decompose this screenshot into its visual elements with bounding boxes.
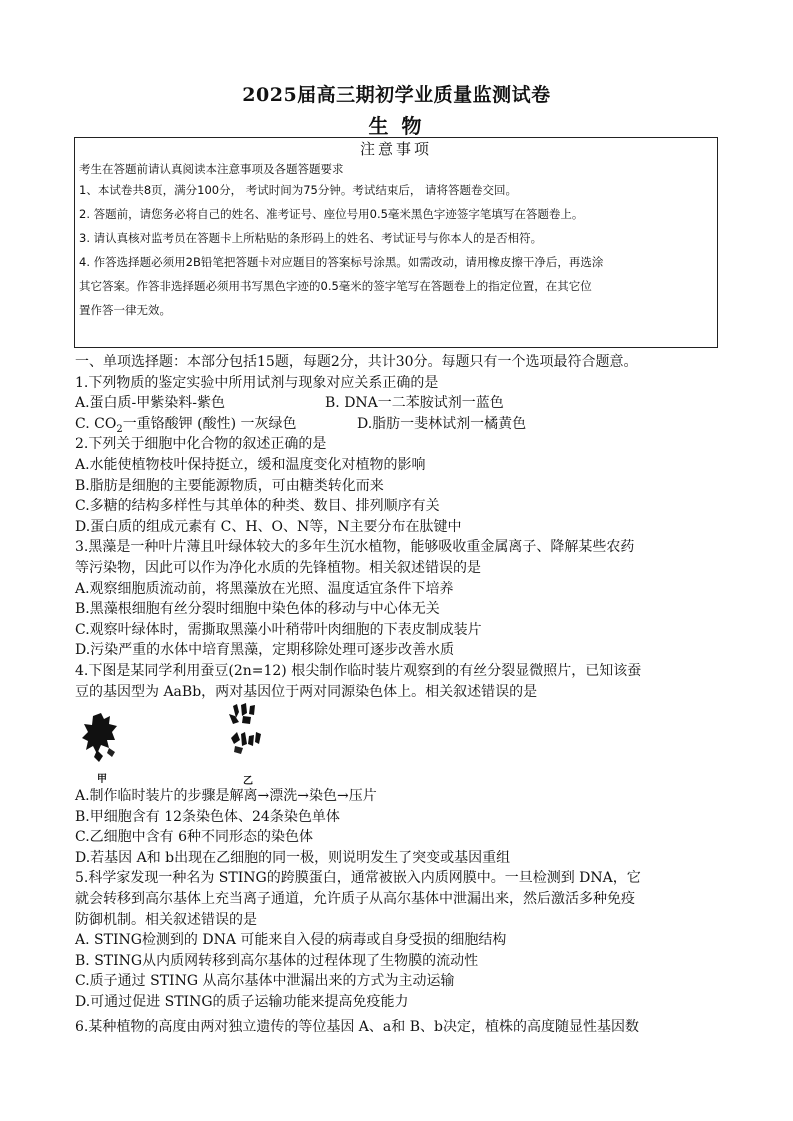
question-2-stem: 2.下列关于细胞中化合物的叙述正确的是 bbox=[75, 436, 327, 453]
question-4-stem: 4.下图是某同学利用蚕豆(2n=12) 根尖制作临时装片观察到的有丝分裂显微照片，已知该蚕 bbox=[75, 662, 642, 679]
option-d: D.脂肪一斐林试剂一橘黄色 bbox=[357, 415, 527, 432]
question-5-stem: 5.科学家发现一种名为 STING的跨膜蛋白，通常被嵌入内质网膜中。一旦检测到 DNA，它 bbox=[75, 870, 641, 887]
option-b: B.黑藻根细胞有丝分裂时细胞中染色体的移动与中心体无关 bbox=[75, 601, 440, 618]
question-1-options-row-1 bbox=[75, 393, 725, 414]
notice-box bbox=[74, 137, 718, 348]
option-c-text-rest: 一重铬酸钾 (酸性) 一灰绿色 bbox=[122, 415, 297, 432]
question-1-stem: 1.下列物质的鉴定实验中所用试剂与现象对应关系正确的是 bbox=[75, 374, 439, 391]
option-c-text: C. CO bbox=[75, 415, 117, 432]
option-c: C.乙细胞中含有 6种不同形态的染色体 bbox=[75, 829, 314, 846]
question-1-options-row-2 bbox=[75, 414, 725, 435]
exam-title: 2025届高三期初学业质量监测试卷 bbox=[242, 84, 551, 106]
option-d: D.污染严重的水体中培育黑藻，定期移除处理可逐步改善水质 bbox=[75, 642, 455, 659]
option-c: C.观察叶绿体时，需撕取黑藻小叶稍带叶肉细胞的下表皮制成装片 bbox=[75, 621, 482, 638]
option-a: A.观察细胞质流动前，将黑藻放在光照、温度适宜条件下培养 bbox=[75, 580, 454, 597]
cell-a-micrograph bbox=[79, 710, 125, 764]
question-3-stem: 3.黑藻是一种叶片薄且叶绿体较大的多年生沉水植物，能够吸收重金属离子、降解某些农药 bbox=[75, 539, 635, 556]
notice-heading: 注意事项 bbox=[359, 140, 432, 158]
micrograph-figures bbox=[75, 702, 725, 786]
subject-title: 生 物 bbox=[368, 114, 425, 138]
option-b: B.甲细胞含有 12条染色体、24条染色单体 bbox=[75, 808, 340, 825]
option-d: D.可通过促进 STING的质子运输功能来提高免疫能力 bbox=[75, 994, 409, 1011]
subscript: 2 bbox=[116, 423, 123, 435]
notice-line: 2. 答题前，请您务必将自己的姓名、准考证号、座位号用0.5毫米黑色字迹签字笔填写在答题卷上。 bbox=[79, 207, 584, 221]
option-a: A.蛋白质-甲紫染料-紫色 bbox=[75, 395, 226, 412]
notice-line: 3. 请认真核对监考员在答题卡上所粘贴的条形码上的姓名、考试证号与你本人的是否相符。 bbox=[79, 231, 543, 245]
question-body bbox=[75, 352, 725, 1037]
notice-line: 4. 作答选择题必须用2B铅笔把答题卡对应题目的答案标号涂黑。如需改动，请用橡皮擦干净后，再选涂 bbox=[79, 255, 604, 269]
option-a: A.制作临时装片的步骤是解离→漂洗→染色→压片 bbox=[75, 788, 377, 805]
question-4-stem-cont: 豆的基因型为 AaBb，两对基因位于两对同源染色体上。相关叙述错误的是 bbox=[75, 683, 538, 700]
option-a: A.水能使植物枝叶保持挺立，缓和温度变化对植物的影响 bbox=[75, 456, 426, 473]
cell-b-micrograph bbox=[223, 702, 269, 762]
question-5-stem-cont: 就会转移到高尔基体上充当离子通道，允许质子从高尔基体中泄漏出来，然后激活多种免疫 bbox=[75, 891, 635, 908]
option-c: C.质子通过 STING 从高尔基体中泄漏出来的方式为主动运输 bbox=[75, 973, 455, 990]
option-d: D.蛋白质的组成元素有 C、H、O、N等，N主要分布在肽键中 bbox=[75, 518, 462, 535]
section-heading: 一、单项选择题：本部分包括15题，每题2分，共计30分。每题只有一个选项最符合题意。 bbox=[75, 354, 638, 370]
notice-line: 考生在答题前请认真阅读本注意事项及各题答题要求 bbox=[79, 162, 344, 176]
notice-line: 1、本试卷共8页，满分100分， 考试时间为75分钟。考试结束后， 请将答题卷交回。 bbox=[79, 183, 518, 197]
figure-label-a: 甲 bbox=[97, 774, 107, 786]
option-b: B. DNA一二苯胺试剂一蓝色 bbox=[325, 395, 504, 412]
option-b: B. STING从内质网转移到高尔基体的过程体现了生物膜的流动性 bbox=[75, 952, 479, 969]
notice-line: 其它答案。作答非选择题必须用书写黑色字迹的0.5毫米的签字笔写在答题卷上的指定位置，在其它位 bbox=[79, 279, 592, 293]
notice-line: 置作答一律无效。 bbox=[79, 303, 171, 317]
option-d: D.若基因 A和 b出现在乙细胞的同一极，则说明发生了突变或基因重组 bbox=[75, 849, 511, 866]
question-5-stem-end: 防御机制。相关叙述错误的是 bbox=[75, 911, 257, 928]
question-3-stem-cont: 等污染物，因此可以作为净化水质的先锋植物。相关叙述错误的是 bbox=[75, 559, 481, 576]
figure-label-b: 乙 bbox=[243, 776, 253, 788]
option-c: C.多糖的结构多样性与其单体的种类、数目、排列顺序有关 bbox=[75, 498, 440, 515]
question-6-stem: 6.某种植物的高度由两对独立遗传的等位基因 A、a和 B、b决定，植株的高度随显性基因数 bbox=[75, 1018, 639, 1035]
option-a: A. STING检测到的 DNA 可能来自入侵的病毒或自身受损的细胞结构 bbox=[75, 932, 507, 949]
option-b: B.脂肪是细胞的主要能源物质，可由糖类转化而来 bbox=[75, 477, 384, 494]
